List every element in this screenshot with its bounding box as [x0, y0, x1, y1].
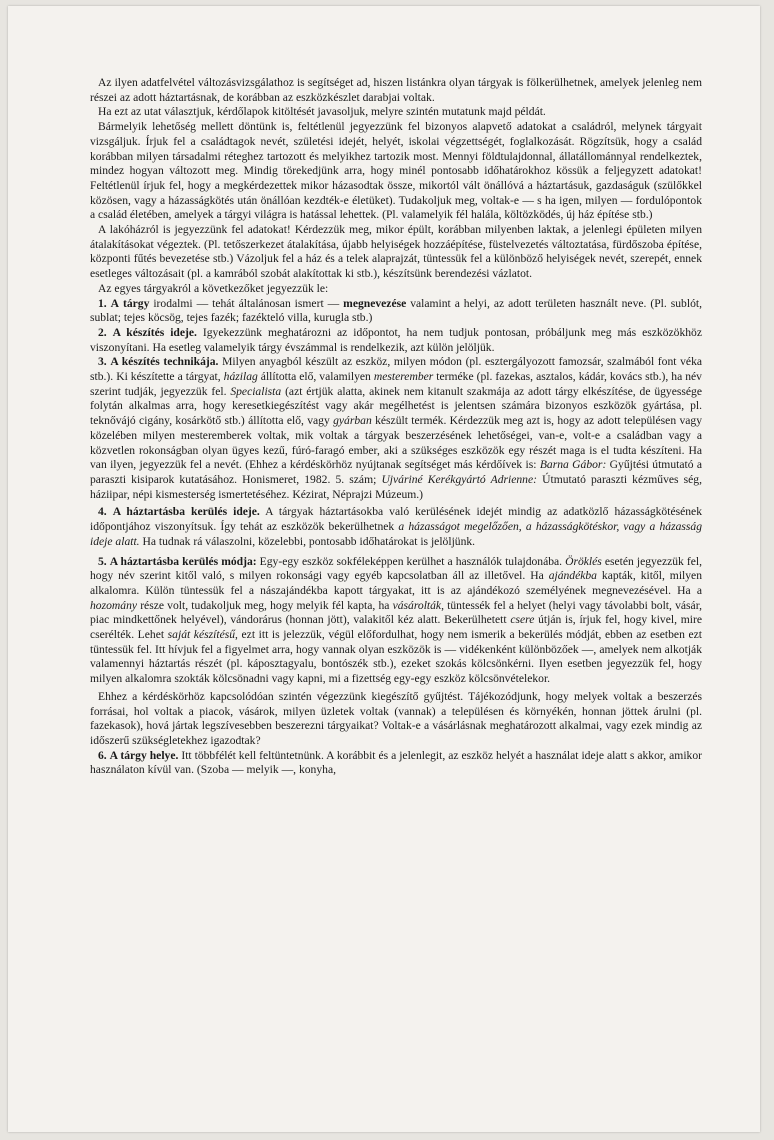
item-2-date: 2. A készítés ideje. Igyekezzünk meghatározni az időpontot, ha nem tudjuk pontosan, próbáljunk meg más eszközökhöz viszonyítani. Ha esetleg valamelyik tárgy évszámmal is rendelkezik, azt külön jelöljük.	[90, 325, 702, 354]
item-5-acquisition-mode: 5. A háztartásba kerülés módja: Egy-egy eszköz sokféleképpen kerülhet a használók tulajdonába. Öröklés esetén jegyezzük fel, hogy név szerint kitől való, s milyen rokonsági vagy egyéb kapcsolatban áll az illetővel. Ha ajándékba kapták, kitől, milyen alkalomra. Külön tüntessük fel a nászajándékba kapott tárgyakat, itt is az ajándékozó személyének megnevezésével. Ha a hozomány része volt, tudakoljuk meg, hogy melyik fél kapta, ha vásárolták, tüntessék fel a helyet (helyi vagy távolabbi bolt, vásár, piac mindkettőnek helyével), vándorárus (honnan jött), valakitől kéz alatt. Bekerülhetett csere útján is, írjuk fel, hogy kivel, mire cserélték. Lehet saját készítésű, ezt itt is jelezzük, végül előfordulhat, hogy nem ismerik a bekerülés módját, ebben az esetben ezt tüntessük fel. Itt hívjuk fel a figyelmet arra, hogy vannak olyan eszközök is — vidékenként különbözőek —, amelyek nem alkotják valamennyi háztartás részét (pl. káposztagyalu, bontószék stb.), ezeket szokás kölcsönkérni. Ilyen esetben jegyezzük fel, hogy milyen alkalomra szokták kölcsönadni vagy kapni, mi a fizettség egy-egy eszköz kölcsönvételekor.	[90, 554, 702, 686]
paragraph-supplementary-collection: Ehhez a kérdéskörhöz kapcsolódóan szintén végezzünk kiegészítő gyűjtést. Tájékozódjunk, hogy melyek voltak a beszerzés forrásai, hol voltak a piacok, vásárok, milyen üzletek voltak (vannak) a településen és környékén, honnan jöttek árulni (pl. fazekasok), hová jártak legszívesebben beszerezni tárgyaikat? Voltak-e a vásárlásnak meghatározott alkalmai, vagy ezek mindig az időszerű szükségletekhez igazodtak?	[90, 689, 702, 747]
paragraph-house-data: A lakóházról is jegyezzünk fel adatokat! Kérdezzük meg, mikor épült, korábban milyenben laktak, a jelenlegi épületen milyen átalakításokat végeztek. (Pl. tetőszerkezet átalakítása, újabb helyiségek hozzáépítése, füstelvezetés változtatása, fürdőszoba építése, központi fűtés bevezetése stb.) Vázoljuk fel a ház és a telek alaprajzát, tüntessük fel a különböző helyiségek nevét, szerepét, ennek esetleges változásait (pl. a kamrából szobát alakítottak ki stb.), készítsünk berendezési vázlatot.	[90, 223, 702, 281]
item-4-acquisition-time: 4. A háztartásba kerülés ideje. A tárgyak háztartásokba való kerülésének idejét mindig az adatközlő házasságkötésének időpontjához viszonyítsuk. Így tehát az eszközök bekerülhetnek a házasságot megelőzően, a házasságkötéskor, vagy a házasság ideje alatt. Ha tudnak rá válaszolni, közelebbi, pontosabb időhatárokat is jelöljünk.	[90, 505, 702, 548]
paragraph-family-data: Bármelyik lehetőség mellett döntünk is, feltétlenül jegyezzünk fel bizonyos alapvető adatokat a családról, melynek tárgyait vizsgáljuk. Írjuk fel a családtagok nevét, születési idejét, helyét, iskolai végzettségét, foglalkozását. Rögzítsük, hogy a család korábban milyen társadalmi réteghez tartozott és melyikhez tartozik most. Mennyi földtulajdonnal, állatállománnyal rendelkeztek, mindez hogyan változott meg. Mindig törekedjünk arra, hogy minél pontosabb időhatárokhoz kössük a feljegyzett adatokat! Feltétlenül írjuk fel, hogy a megkérdezettek mikor házasodtak össze, mikortól vált önállóvá a háztartásuk, gazdaságuk (szülőkkel közösen, vagy a házasságkötés után önállóan kezdték-e életüket). Tudakoljuk meg, voltak-e — s ha igen, milyen — fordulópontok a család életében, amelyek a tárgyi világra is hatással lehettek. (Pl. valamelyik fél halála, költözködés, új ház építése stb.)	[90, 120, 702, 222]
paragraph-method: Ha ezt az utat választjuk, kérdőlapok kitöltését javasoljuk, melyre szintén mutatunk majd példát.	[98, 105, 546, 119]
item-6-location: 6. A tárgy helye. Itt többfélét kell feltüntetnünk. A korábbit és a jelenlegit, az eszköz helyét a használat ideje alatt s akkor, amikor használaton kívül van. (Szoba — melyik —, konyha,	[90, 748, 702, 777]
item-3-technique: 3. A készítés technikája. Milyen anyagból készült az eszköz, milyen módon (pl. esztergályozott famozsár, szalmából font véka stb.). Ki készítette a tárgyat, házilag állította elő, valamilyen mesterember terméke (pl. fazekas, asztalos, kádár, kovács stb.), ha név szerint tudják, jegyezzük fel. Specialista (azt értjük alatta, akinek nem kitanult szakmája az adott tárgy elkészítése, de ügyessége folytán alkalmas arra, hogy keresetkiegészítést vagy akár megélhetést is jelentsen számára bizonyos eszközök gyártása, pl. teknővájó cigány, kosárkötő stb.) állította elő, vagy gyárban készült termék. Kérdezzük meg azt is, hogy az adott településen vagy közelében milyen mesteremberek voltak, mik voltak a tárgyak beszerzésének lehetőségei, van-e, volt-e a családban vagy a közvetlen rokonságban olyan ügyes kezű, fúró-faragó ember, aki a szükséges eszközök egy részét maga is el tudta készíteni. Ha van ilyen, jegyezzük fel a nevét. (Ehhez a kérdéskörhöz nyújtanak segítséget más kérdőívek is: Barna Gábor: Gyűjtési útmutató a paraszti kisiparok kutatásához. Honismeret, 1982. 5. szám; Ujváriné Kerékgyártó Adrienne: Útmutató paraszti kézműves ség, háziipar, népi kismesterség ismertetéséhez. Kézirat, Néprajzi Múzeum.)	[90, 355, 703, 501]
item-1-name: 1. A tárgy irodalmi — tehát általánosan ismert — megnevezése valamint a helyi, az adott területen használt neve. (Pl. sublót, sublat; tejes köcsög, teјes fazék; fazékteló villa, kurugla stb.)	[90, 296, 702, 325]
paragraph-intro: Az ilyen adatfelvétel változásvizsgálathoz is segítséget ad, hiszen listánkra olyan tárgyak is fölkerülhetnek, amelyek jelenleg nem részei az adott háztartásnak, de korábban az eszközkészlet darabjai voltak.	[90, 76, 702, 104]
paragraph-items-intro: Az egyes tárgyakról a következőket jegyezzük le:	[98, 281, 329, 295]
document-page	[8, 6, 760, 1132]
document-body	[90, 76, 702, 778]
